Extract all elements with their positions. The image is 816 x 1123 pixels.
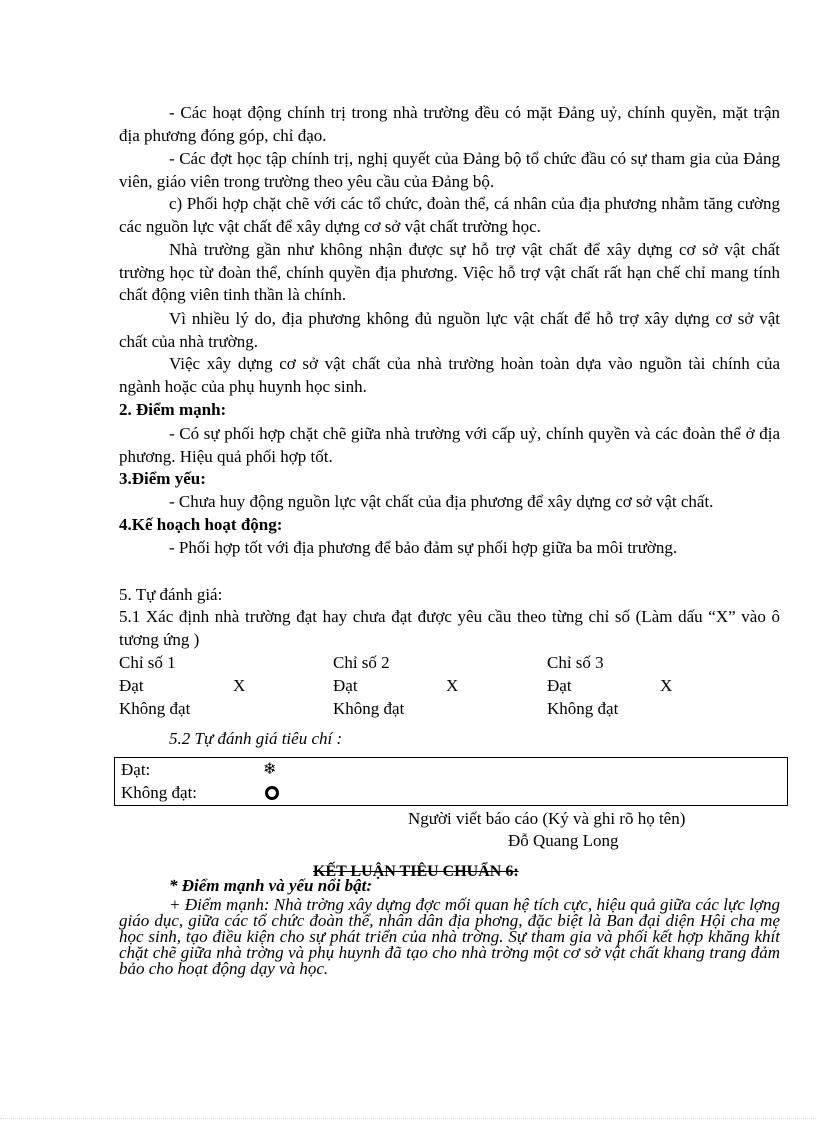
paragraph-support: Nhà trường gần như không nhận được sự hỗ trợ vật chất để xây dựng cơ sở vật chất trường học từ đoàn thể, chính quyền địa phương. Việc hỗ trợ vật chất rất hạn chế chỉ mang tính chất động viên tinh thần là chính. xyxy=(119,240,780,304)
page-bottom-divider xyxy=(0,1118,816,1119)
paragraph-reasons: Vì nhiều lý do, địa phương không đủ nguồn lực vật chất để hỗ trợ xây dựng cơ sở vật chất của nhà trường. xyxy=(119,309,780,351)
self-assessment-heading: 5. Tự đánh giá: xyxy=(119,585,223,604)
strengths-heading: 2. Điểm mạnh: xyxy=(119,400,227,419)
indicator-1-label: Chỉ số 1 xyxy=(119,653,176,672)
indicator-1-khong-dat: Không đạt xyxy=(119,699,191,718)
indicator-1-mark: X xyxy=(233,676,246,695)
criteria-heading: 5.2 Tự đánh giá tiêu chí : xyxy=(169,729,343,748)
indicator-3-mark: X xyxy=(660,676,673,695)
self-assessment-instruction: 5.1 Xác định nhà trường đạt hay chưa đạt được yêu cầu theo từng chỉ số (Làm dấu “X” vào ô tương ứng ) xyxy=(119,607,780,649)
plan-heading: 4.Kế hoạch hoạt động: xyxy=(119,515,283,534)
indicator-2-mark: X xyxy=(446,676,459,695)
indicator-3-khong-dat: Không đạt xyxy=(547,699,619,718)
paragraph-coordination: c) Phối hợp chặt chẽ với các tổ chức, đoàn thể, cá nhân của địa phương nhằm tăng cường các nguồn lực vật chất để xây dựng cơ sở vật chất trường học. xyxy=(119,194,780,236)
criteria-result-box xyxy=(114,757,788,806)
indicator-2-label: Chỉ số 2 xyxy=(333,653,390,672)
signature-line: Người viết báo cáo (Ký và ghi rõ họ tên) xyxy=(408,809,686,828)
indicator-3-dat: Đạt xyxy=(547,676,572,695)
strengths-text: - Có sự phối hợp chặt chẽ giữa nhà trường với cấp uỷ, chính quyền và các đoàn thể ở địa phương. Hiệu quả phối hợp tốt. xyxy=(119,424,780,466)
indicator-2-dat: Đạt xyxy=(333,676,358,695)
indicator-3-label: Chỉ số 3 xyxy=(547,653,604,672)
dat-label: Đạt: xyxy=(121,760,151,779)
paragraph-political-activities: - Các hoạt động chính trị trong nhà trường đều có mặt Đảng uỷ, chính quyền, mặt trận địa phương đóng góp, chỉ đạo. xyxy=(119,103,780,145)
conclusion-subheading: * Điểm mạnh và yếu nổi bật: xyxy=(169,876,373,895)
weaknesses-heading: 3.Điểm yếu: xyxy=(119,469,206,488)
circle-icon xyxy=(265,786,279,800)
weaknesses-text: - Chưa huy động nguồn lực vật chất của địa phương để xây dựng cơ sở vật chất. xyxy=(169,492,714,511)
khong-dat-label: Không đạt: xyxy=(121,783,198,802)
indicator-2-khong-dat: Không đạt xyxy=(333,699,405,718)
snowflake-icon: ❄ xyxy=(263,761,277,778)
paragraph-political-study: - Các đợt học tập chính trị, nghị quyết của Đảng bộ tổ chức đầu có sự tham gia của Đảng viên, giáo viên trong trường theo yêu cầu của Đảng bộ. xyxy=(119,149,780,191)
signature-name: Đỗ Quang Long xyxy=(508,831,619,850)
paragraph-funding: Việc xây dựng cơ sở vật chất của nhà trường hoàn toàn dựa vào nguồn tài chính của ngành hoặc của phụ huynh học sinh. xyxy=(119,354,780,396)
conclusion-title: KẾT LUẬN TIÊU CHUẨN 6: xyxy=(313,863,519,880)
plan-text: - Phối hợp tốt với địa phương để bảo đảm sự phối hợp giữa ba môi trường. xyxy=(169,538,678,557)
conclusion-text: + Điểm mạnh: Nhà trờng xây dựng đợc mối quan hệ tích cực, hiệu quả giữa các lực lợng giáo dục, giữa các tổ chức đoàn thể, nhân dân địa phơng, đặc biệt là Ban đại diện Hội cha mẹ học sinh, tạo điều kiện cho sự phát triển của nhà trờng. Sự tham gia và phối kết hợp khăng khít chặt chẽ giữa nhà trờng và phụ huynh đã tạo cho nhà trờng một cơ sở vật chất khang trang đảm bảo cho hoạt động dạy và học. xyxy=(119,895,780,978)
indicator-1-dat: Đạt xyxy=(119,676,144,695)
